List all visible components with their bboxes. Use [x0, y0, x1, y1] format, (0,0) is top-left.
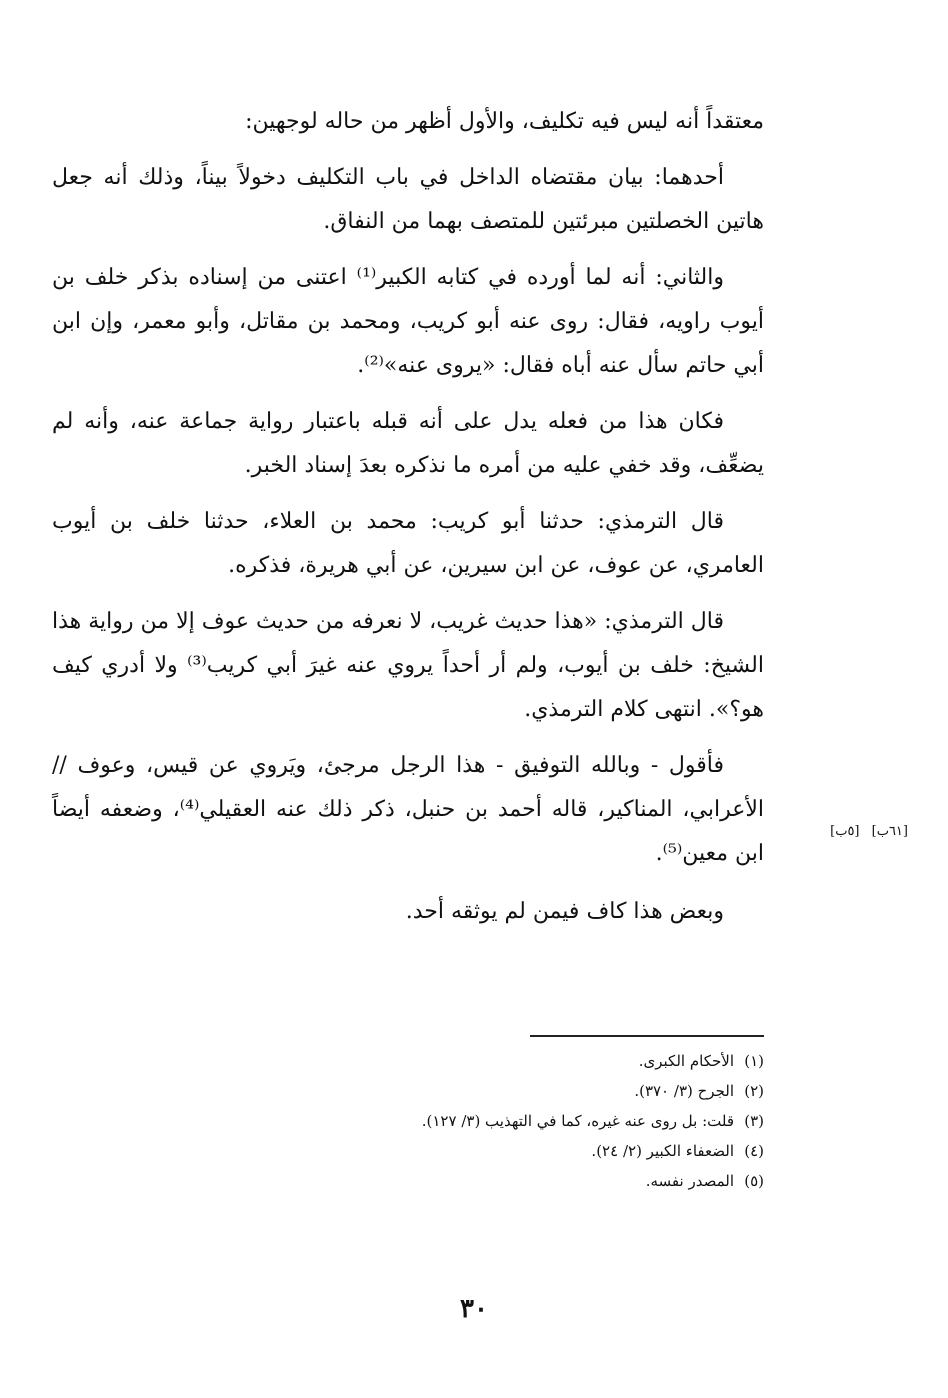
footnote-number: (٥) — [744, 1172, 764, 1190]
footnote-separator — [530, 1035, 764, 1037]
footnote-text: المصدر نفسه. — [645, 1172, 734, 1190]
paragraph-3: والثاني: أنه لما أورده في كتابه الكبير⁽¹⁾ اعتنى من إسناده بذكر خلف بن أيوب راويه، فقال: روى عنه أبو كريب، ومحمد بن مقاتل، وأبو معمر، وإن ابن أبي حاتم سأل عنه أباه فقال: «يروى عنه»⁽²⁾. — [52, 265, 764, 378]
footnote-text: قلت: بل روى عنه غيره، كما في التهذيب (٣/ ١٢٧). — [421, 1112, 734, 1130]
paragraph-8: وبعض هذا كاف فيمن لم يوثقه أحد. — [405, 899, 724, 924]
folio-marker-2: [٥ب] — [830, 824, 860, 839]
paragraph-2: أحدهما: بيان مقتضاه الداخل في باب التكليف دخولاً بيناً، وذلك أنه جعل هاتين الخصلتين مبرئتين للمتصف بهما من النفاق. — [52, 165, 764, 234]
footnote-text: الضعفاء الكبير (٢/ ٢٤). — [591, 1142, 734, 1160]
footnote-number: (٣) — [744, 1112, 764, 1130]
footnote-text: الأحكام الكبرى. — [638, 1052, 734, 1070]
folio-marker-1: [٦١ب] — [871, 824, 908, 839]
paragraph-4: فكان هذا من فعله يدل على أنه قبله باعتبار رواية جماعة عنه، وأنه لم يضعِّف، وقد خفي عليه من أمره ما نذكره بعدَ إسناد الخبر. — [52, 409, 764, 478]
footnote — [200, 1046, 764, 1076]
footnote-number: (٤) — [744, 1142, 764, 1160]
footnote — [200, 1106, 764, 1136]
footnote — [200, 1136, 764, 1166]
page-number: ٣٠ — [460, 1294, 488, 1324]
footnote — [200, 1166, 764, 1196]
paragraph-5: قال الترمذي: حدثنا أبو كريب: محمد بن العلاء، حدثنا خلف بن أيوب العامري، عن عوف، عن ابن سيرين، عن أبي هريرة، فذكره. — [52, 509, 764, 578]
footnote-number: (١) — [744, 1052, 764, 1070]
paragraph-7: فأقول - وبالله التوفيق - هذا الرجل مرجئ، ويَروي عن قيس، وعوف // الأعرابي، المناكير، قاله أحمد بن حنبل، ذكر ذلك عنه العقيلي⁽⁴⁾، وضعفه أيضاً ابن معين⁽⁵⁾. — [52, 753, 764, 866]
footnote-text: الجرح (٣/ ٣٧٠). — [634, 1082, 734, 1100]
paragraph-1: معتقداً أنه ليس فيه تكليف، والأول أظهر من حاله لوجهين: — [245, 109, 764, 134]
footnotes — [200, 1046, 764, 1196]
footnote — [200, 1076, 764, 1106]
main-text — [52, 100, 764, 946]
footnote-number: (٢) — [744, 1082, 764, 1100]
manuscript-folio-markers — [790, 824, 908, 839]
paragraph-6: قال الترمذي: «هذا حديث غريب، لا نعرفه من حديث عوف إلا من رواية هذا الشيخ: خلف بن أيوب، ولم أر أحداً يروي عنه غيرَ أبي كريب⁽³⁾ ولا أدري كيف هو؟». انتهى كلام الترمذي. — [52, 609, 764, 722]
